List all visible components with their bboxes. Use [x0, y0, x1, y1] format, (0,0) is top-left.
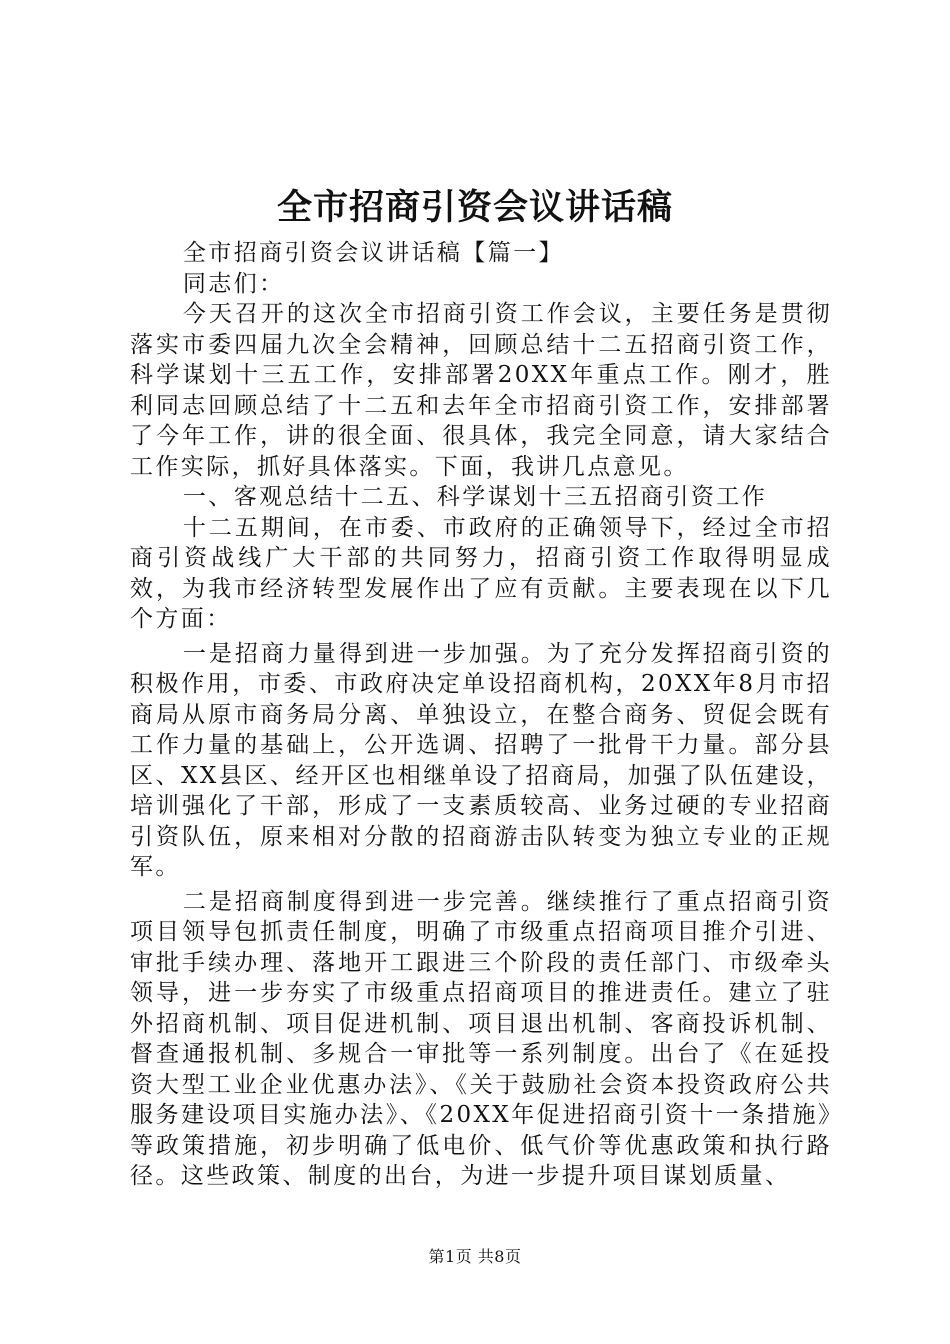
section-subheading: 一、客观总结十二五、科学谋划十三五招商引资工作 [182, 484, 768, 510]
document-body [130, 210, 832, 1192]
page-footer: 第1页 共8页 [428, 1247, 522, 1266]
document-title: 全市招商引资会议讲话稿 [276, 187, 673, 228]
salutation: 同志们： [182, 270, 285, 297]
body-paragraph: 二是招商制度得到进一步完善。继续推行了重点招商引资项目领导包抓责任制度，明确了市级重点招商项目推介引进、审批手续办理、落地开工跟进三个阶段的责任部门、市级牵头领导，进一步夯实了市级重点招商项目的推进责任。建立了驻外招商机制、项目促进机制、项目退出机制、客商投诉机制、督查通报机制、多规合一审批等一系列制度。出台了《在延投资大型工业企业优惠办法》、《关于鼓励社会资本投资政府公共服务建设项目实施办法》、《20XX年促进招商引资十一条措施》等政策措施，初步明确了低电价、低气价等优惠政策和执行路径。这些政策、制度的出台，为进一步提升项目谋划质量、 [130, 888, 832, 1189]
body-paragraph: 一是招商力量得到进一步加强。为了充分发挥招商引资的积极作用，市委、市政府决定单设招商机构，20XX年8月市招商局从原市商务局分离、单独设立，在整合商务、贸促会既有工作力量的基础上，公开选调、招聘了一批骨干力量。部分县区、XX县区、经开区也相继单设了招商局，加强了队伍建设，培训强化了干部，形成了一支素质较高、业务过硬的专业招商引资队伍，原来相对分散的招商游击队转变为独立专业的正规军。 [130, 640, 832, 880]
body-paragraph: 今天召开的这次全市招商引资工作会议，主要任务是贯彻落实市委四届九次全会精神，回顾总结十二五招商引资工作，科学谋划十三五工作，安排部署20XX年重点工作。刚才，胜利同志回顾总结了十二五和去年全市招商引资工作，安排部署了今年工作，讲的很全面、很具体，我完全同意，请大家结合工作实际，抓好具体落实。下面，我讲几点意见。 [130, 301, 832, 480]
body-paragraph: 十二五期间，在市委、市政府的正确领导下，经过全市招商引资战线广大干部的共同努力，招商引资工作取得明显成效，为我市经济转型发展作出了应有贡献。主要表现在以下几个方面： [130, 514, 832, 632]
section-heading: 全市招商引资会议讲话稿【篇一】 [182, 240, 564, 266]
